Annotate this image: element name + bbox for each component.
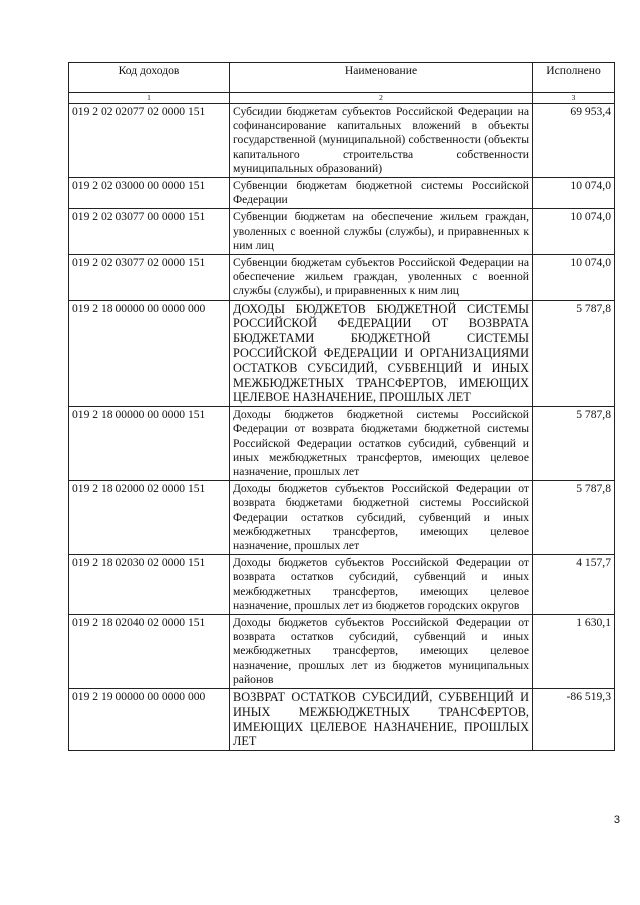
revenue-table: [68, 62, 615, 751]
table-row: [69, 689, 615, 751]
revenue-code: 019 2 19 00000 00 0000 000: [69, 689, 230, 751]
table-header: [69, 63, 615, 93]
table-row: [69, 104, 615, 178]
header-code: Код доходов: [69, 63, 230, 93]
revenue-name: Субвенции бюджетам на обеспечение жильем граждан, уволенных с военной службы (службы), и приравненных к ним лиц: [230, 209, 533, 255]
table-row: [69, 255, 615, 301]
page-number: 3: [613, 814, 620, 826]
table-row: [69, 178, 615, 209]
revenue-name: Субвенции бюджетам бюджетной системы Российской Федерации: [230, 178, 533, 209]
column-number: 1: [69, 93, 230, 104]
revenue-name: ВОЗВРАТ ОСТАТКОВ СУБСИДИЙ, СУБВЕНЦИЙ И ИНЫХ МЕЖБЮДЖЕТНЫХ ТРАНСФЕРТОВ, ИМЕЮЩИХ ЦЕЛЕВОЕ НАЗНАЧЕНИЕ, ПРОШЛЫХ ЛЕТ: [230, 689, 533, 751]
revenue-code: 019 2 02 03000 00 0000 151: [69, 178, 230, 209]
table-row: [69, 209, 615, 255]
revenue-amount: 10 074,0: [533, 209, 615, 255]
revenue-code: 019 2 18 02040 02 0000 151: [69, 615, 230, 689]
revenue-name: Доходы бюджетов бюджетной системы Российской Федерации от возврата бюджетами бюджетной системы Российской Федерации остатков субсидий, субвенций и иных межбюджетных трансфертов, имеющих целевое назначение, прошлых лет: [230, 407, 533, 481]
table-row: [69, 555, 615, 615]
revenue-name: Доходы бюджетов субъектов Российской Федерации от возврата остатков субсидий, субвенций и иных межбюджетных трансфертов, имеющих целевое назначение, прошлых лет из бюджетов городских округов: [230, 555, 533, 615]
table-row: [69, 615, 615, 689]
revenue-code: 019 2 02 03077 00 0000 151: [69, 209, 230, 255]
revenue-code: 019 2 02 03077 02 0000 151: [69, 255, 230, 301]
revenue-code: 019 2 18 02030 02 0000 151: [69, 555, 230, 615]
table-body: [69, 93, 615, 751]
column-number-row: [69, 93, 615, 104]
revenue-code: 019 2 18 00000 00 0000 151: [69, 407, 230, 481]
header-name: Наименование: [230, 63, 533, 93]
revenue-amount: 5 787,8: [533, 300, 615, 407]
revenue-name: ДОХОДЫ БЮДЖЕТОВ БЮДЖЕТНОЙ СИСТЕМЫ РОССИЙСКОЙ ФЕДЕРАЦИИ ОТ ВОЗВРАТА БЮДЖЕТАМИ БЮДЖЕТНОЙ СИСТЕМЫ РОССИЙСКОЙ ФЕДЕРАЦИИ И ОРГАНИЗАЦИЯМИ ОСТАТКОВ СУБСИДИЙ, СУБВЕНЦИЙ И ИНЫХ МЕЖБЮДЖЕТНЫХ ТРАНСФЕРТОВ, ИМЕЮЩИХ ЦЕЛЕВОЕ НАЗНАЧЕНИЕ, ПРОШЛЫХ ЛЕТ: [230, 300, 533, 407]
revenue-name: Субвенции бюджетам субъектов Российской Федерации на обеспечение жильем граждан, уволенных с военной службы (службы), и приравненных к ним лиц: [230, 255, 533, 301]
revenue-amount: -86 519,3: [533, 689, 615, 751]
revenue-amount: 10 074,0: [533, 255, 615, 301]
revenue-name: Доходы бюджетов субъектов Российской Федерации от возврата бюджетами бюджетной системы Российской Федерации остатков субсидий, субвенций и иных межбюджетных трансфертов, имеющих целевое назначение, прошлых лет: [230, 481, 533, 555]
revenue-amount: 5 787,8: [533, 481, 615, 555]
revenue-amount: 69 953,4: [533, 104, 615, 178]
revenue-name: Субсидии бюджетам субъектов Российской Федерации на софинансирование капитальных вложений в объекты государственной (муниципальной) собственности (объекты капитального строительства собственности муниципальных образований): [230, 104, 533, 178]
revenue-code: 019 2 18 00000 00 0000 000: [69, 300, 230, 407]
table-row: [69, 481, 615, 555]
revenue-amount: 4 157,7: [533, 555, 615, 615]
revenue-amount: 1 630,1: [533, 615, 615, 689]
column-number: 3: [533, 93, 615, 104]
revenue-amount: 10 074,0: [533, 178, 615, 209]
revenue-amount: 5 787,8: [533, 407, 615, 481]
revenue-name: Доходы бюджетов субъектов Российской Федерации от возврата остатков субсидий, субвенций и иных межбюджетных трансфертов, имеющих целевое назначение, прошлых лет из бюджетов муниципальных районов: [230, 615, 533, 689]
header-amount: Исполнено: [533, 63, 615, 93]
table-row: [69, 407, 615, 481]
revenue-code: 019 2 18 02000 02 0000 151: [69, 481, 230, 555]
table-row: [69, 300, 615, 407]
revenue-code: 019 2 02 02077 02 0000 151: [69, 104, 230, 178]
column-number: 2: [230, 93, 533, 104]
